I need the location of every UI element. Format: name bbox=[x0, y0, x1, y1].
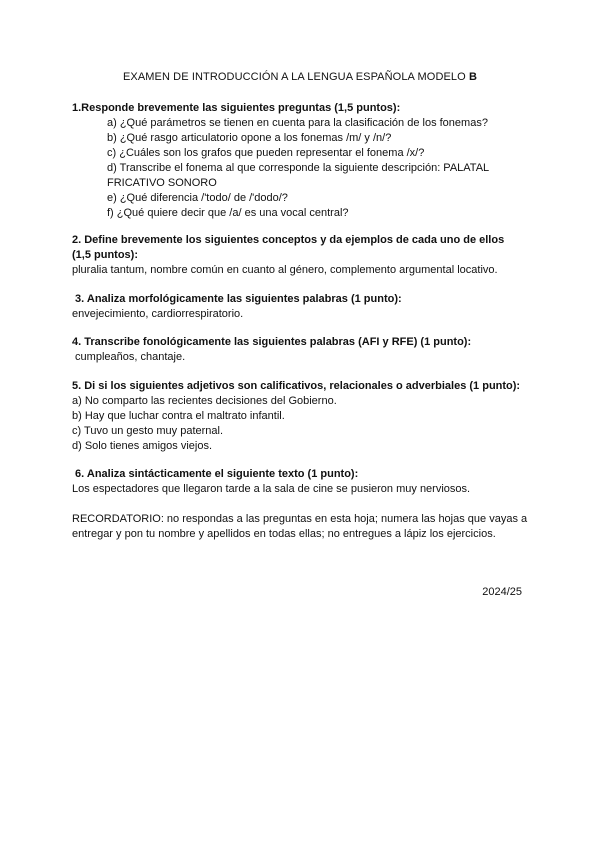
exam-title bbox=[0, 71, 600, 83]
question-3-body: envejecimiento, cardiorrespiratorio. bbox=[72, 308, 244, 320]
question-4-body: cumpleaños, chantaje. bbox=[72, 351, 186, 363]
question-5-item-a: a) No comparto las recientes decisiones del Gobierno. bbox=[72, 395, 337, 407]
question-1-item-a: a) ¿Qué parámetros se tienen en cuenta para la clasificación de los fonemas? bbox=[107, 117, 488, 129]
question-1-item-c: c) ¿Cuáles son los grafos que pueden representar el fonema /x/? bbox=[107, 147, 425, 159]
reminder-text: RECORDATORIO: no respondas a las preguntas en esta hoja; numera las hojas que vayas a entregar y pon tu nombre y apellidos en todas ellas; no entregues a lápiz los ejercicios. bbox=[72, 513, 528, 540]
question-2 bbox=[72, 233, 542, 278]
question-2-body: pluralia tantum, nombre común en cuanto al género, complemento argumental locativo. bbox=[72, 264, 498, 276]
question-5-item-b: b) Hay que luchar contra el maltrato infantil. bbox=[72, 410, 285, 422]
question-3 bbox=[72, 292, 542, 322]
question-1 bbox=[72, 101, 542, 221]
question-1-item-e: e) ¿Qué diferencia /'todo/ de /'dodo/? bbox=[107, 192, 288, 204]
question-6-body: Los espectadores que llegaron tarde a la sala de cine se pusieron muy nerviosos. bbox=[72, 483, 471, 495]
question-5-heading: 5. Di si los siguientes adjetivos son calificativos, relacionales o adverbiales (1 punto): bbox=[72, 380, 521, 392]
question-5-item-c: c) Tuvo un gesto muy paternal. bbox=[72, 425, 224, 437]
question-4-heading: 4. Transcribe fonológicamente las siguientes palabras (AFI y RFE) (1 punto): bbox=[72, 336, 472, 348]
academic-year: 2024/25 bbox=[482, 586, 522, 598]
reminder-note bbox=[72, 512, 532, 542]
question-1-heading: 1.Responde brevemente las siguientes preguntas (1,5 puntos): bbox=[72, 102, 401, 114]
question-4 bbox=[72, 335, 542, 365]
question-1-item-f: f) ¿Qué quiere decir que /a/ es una vocal central? bbox=[107, 207, 349, 219]
exam-title-model: B bbox=[468, 71, 478, 83]
question-6-heading: 6. Analiza sintácticamente el siguiente texto (1 punto): bbox=[72, 468, 359, 480]
question-3-heading: 3. Analiza morfológicamente las siguientes palabras (1 punto): bbox=[72, 293, 402, 305]
exam-title-main: EXAMEN DE INTRODUCCIÓN A LA LENGUA ESPAÑOLA MODELO bbox=[122, 71, 469, 83]
question-6 bbox=[72, 467, 542, 497]
question-5 bbox=[72, 379, 542, 454]
question-1-item-b: b) ¿Qué rasgo articulatorio opone a los fonemas /m/ y /n/? bbox=[107, 132, 392, 144]
question-1-item-d: d) Transcribe el fonema al que corresponde la siguiente descripción: PALATAL FRICATIVO SONORO bbox=[107, 162, 489, 189]
question-5-item-d: d) Solo tienes amigos viejos. bbox=[72, 440, 213, 452]
question-2-heading: 2. Define brevemente los siguientes conceptos y da ejemplos de cada uno de ellos (1,5 puntos): bbox=[72, 234, 505, 261]
